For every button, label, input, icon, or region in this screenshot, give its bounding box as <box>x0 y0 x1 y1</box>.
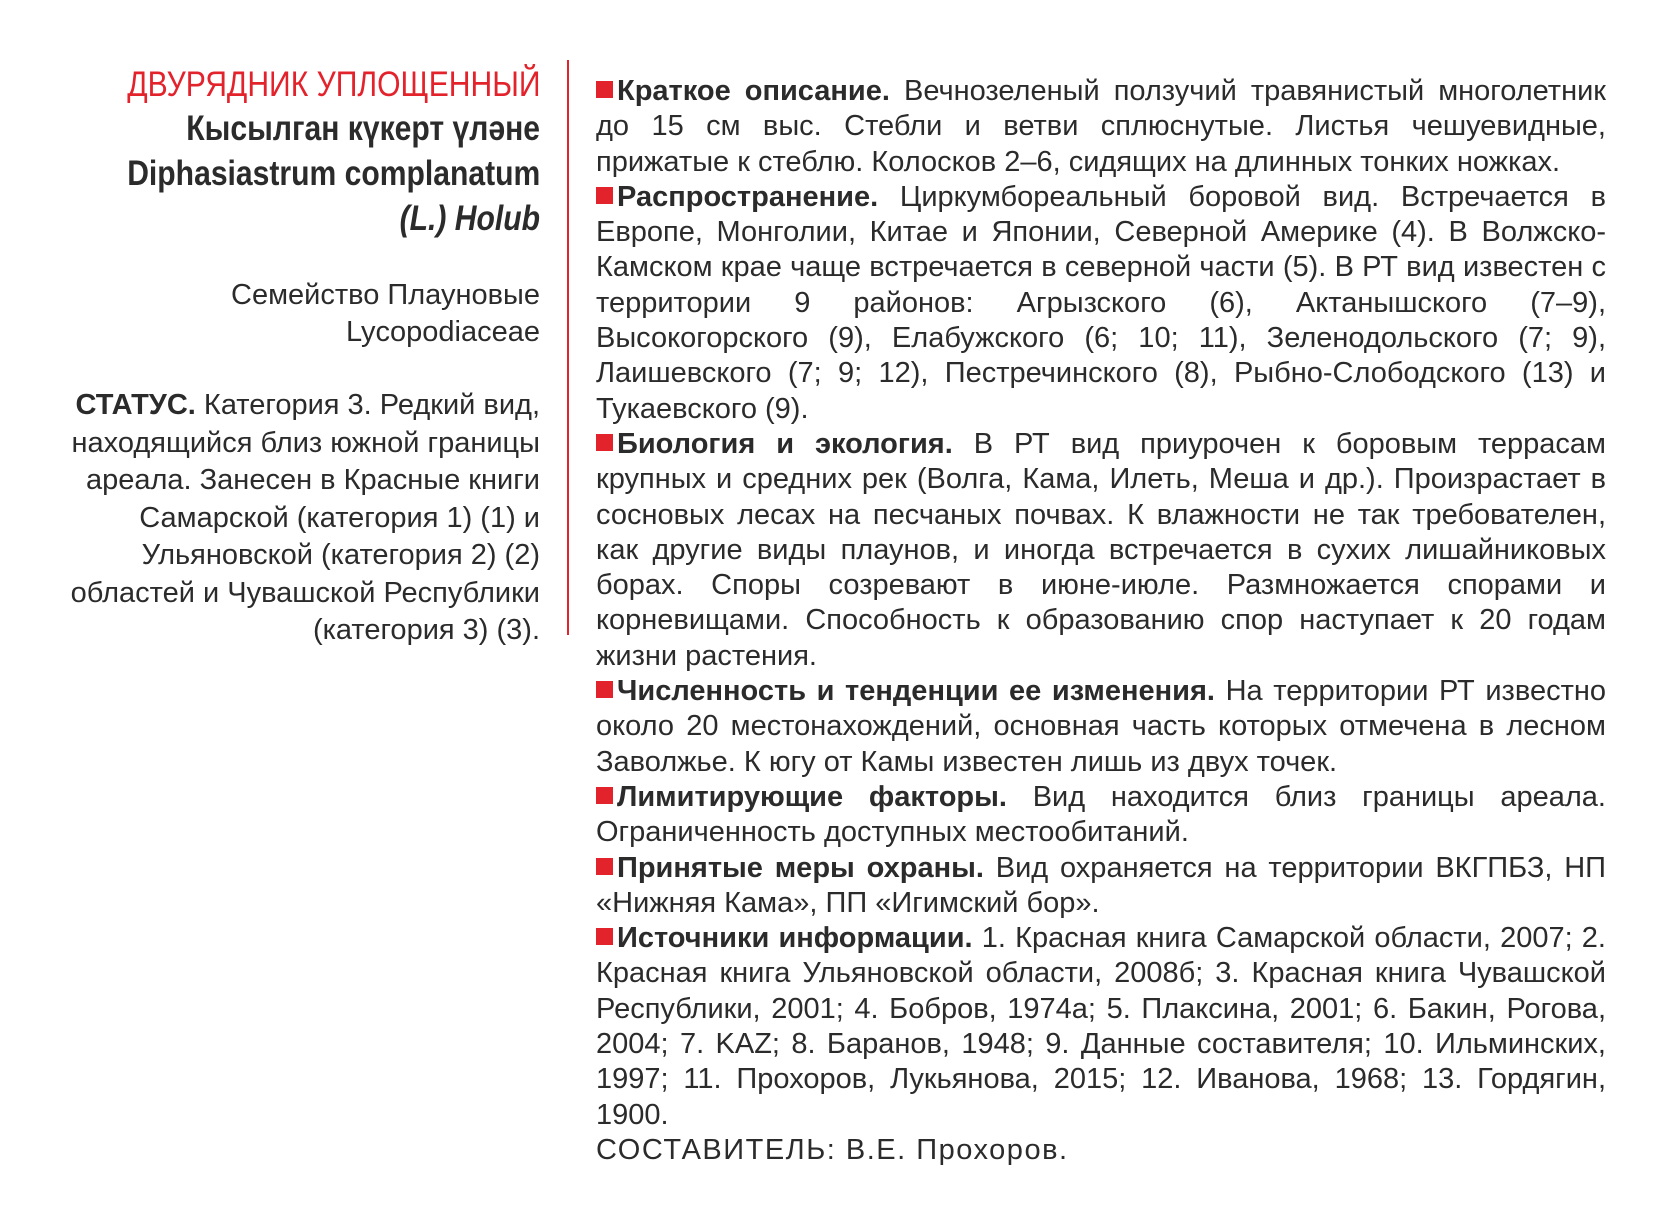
section-heading: Лимитирующие факторы. <box>617 780 1007 813</box>
section-sources <box>596 921 1606 1133</box>
species-name-tatar: Кысылган күкерт үләне <box>186 109 541 148</box>
species-name-ru: ДВУРЯДНИК УПЛОЩЕННЫЙ <box>127 65 541 104</box>
square-bullet-icon <box>596 187 613 204</box>
status-text: Категория 3. Редкий вид, находящийся близ южной границы ареала. Занесен в Красные книги Самарской (категория 1) (1) и Ульяновской (категория 2) (2) областей и Чувашской Республики (категория 3) (3). <box>70 389 540 646</box>
square-bullet-icon <box>596 434 613 451</box>
section-text: 1. Красная книга Самарской области, 2007; 2. Красная книга Ульяновской области, 2008б; 3. Красная книга Чувашской Республики, 2001; 4. Бобров, 1974а; 5. Плаксина, 2001; 6. Бакин, Рогова, 2004; 7. KAZ; 8. Баранов, 1948; 9. Данные составителя; 10. Ильминских, 1997; 11. Прохоров, Лукьянова, 2015; 12. Иванова, 1968; 13. Гордягин, 1900. <box>596 922 1606 1131</box>
square-bullet-icon <box>596 81 613 98</box>
section-population <box>596 674 1606 780</box>
section-protection <box>596 851 1606 922</box>
column-divider <box>567 60 569 635</box>
square-bullet-icon <box>596 928 613 945</box>
family-name-latin: Lycopodiaceae <box>345 316 540 348</box>
square-bullet-icon <box>596 858 613 875</box>
section-heading: Принятые меры охраны. <box>617 851 984 884</box>
section-text: В РТ вид приурочен к боровым террасам крупных и средних рек (Волга, Кама, Илеть, Меша и др.). Произрастает в сосновых лесах на песчаных почвах. К влажности не так требователен, как другие виды плаунов, и иногда встречается в сухих лишайниковых борах. Споры созревают в июне-июле. Размножается спорами и корневищами. Способность к образованию спор наступает к 20 годам жизни растения. <box>596 427 1606 672</box>
section-biology <box>596 427 1606 674</box>
section-text: Вид охраняется на территории ВКГПБЗ, НП «Нижняя Кама», ПП «Игимский бор». <box>596 851 1607 919</box>
square-bullet-icon <box>596 787 613 804</box>
species-name-latin: Diphasiastrum complanatum <box>127 154 541 193</box>
status-label: СТАТУС. <box>75 389 196 421</box>
species-author: (L.) Holub <box>399 199 540 238</box>
section-heading: Источники информации. <box>617 922 973 955</box>
species-header <box>60 64 540 650</box>
section-heading: Биология и экология. <box>617 427 953 460</box>
family-name-ru: Семейство Плауновые <box>231 279 540 311</box>
section-text: Циркумбореальный боровой вид. Встречается в Европе, Монголии, Китае и Японии, Северной Америке (4). В Волжско-Камском крае чаще встречается в северной части (5). В РТ вид известен с территории 9 районов: Агрызского (6), Актанышского (7–9), Высокогорского (9), Елабужского (6; 10; 11), Зеленодольского (7; 9), Лаишевского (7; 9; 12), Пестречинского (8), Рыбно-Слободского (13) и Тукаевского (9). <box>596 180 1606 425</box>
compiler-name: В.Е. Прохоров. <box>845 1133 1069 1166</box>
species-description <box>596 74 1606 1168</box>
section-text: На территории РТ известно около 20 местонахождений, основная часть которых отмечена в лесном Заволжье. К югу от Камы известен лишь из двух точек. <box>596 675 1606 778</box>
section-description <box>596 74 1606 180</box>
compiler-line <box>596 1133 1606 1168</box>
family-block <box>60 277 540 351</box>
section-heading: Численность и тенденции ее изменения. <box>617 675 1215 708</box>
section-distribution <box>596 180 1606 427</box>
section-text: Вечнозеленый ползучий травянистый многолетник до 15 см выс. Стебли и ветви сплюснутые. Листья чешуевидные, прижатые к стеблю. Колосков 2–6, сидящих на длинных тонких ножках. <box>596 75 1606 178</box>
section-heading: Краткое описание. <box>617 75 890 107</box>
compiler-label: СОСТАВИТЕЛЬ: <box>596 1133 837 1166</box>
square-bullet-icon <box>596 681 613 698</box>
section-limiting-factors <box>596 780 1606 851</box>
status-block <box>60 387 540 650</box>
section-heading: Распространение. <box>617 180 879 213</box>
section-text: Вид находится близ границы ареала. Ограниченность доступных местообитаний. <box>596 780 1606 849</box>
